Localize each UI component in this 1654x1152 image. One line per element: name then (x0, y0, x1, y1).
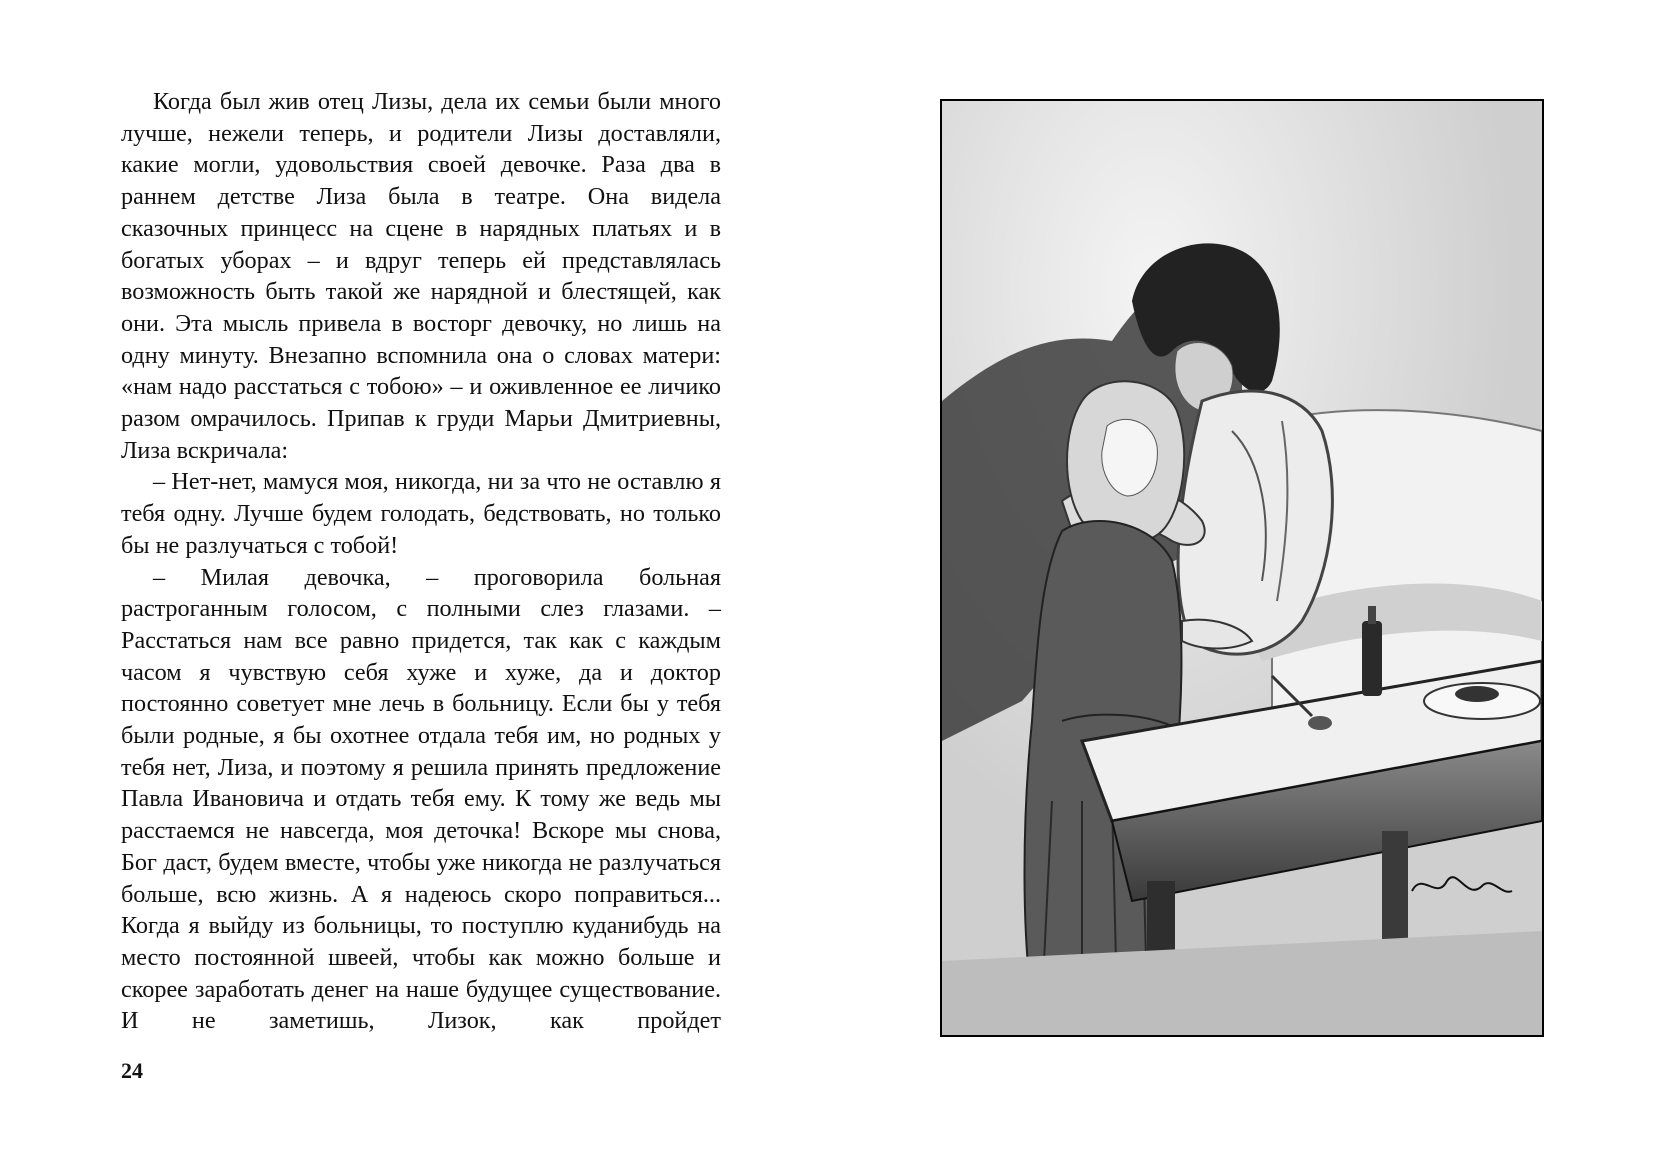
bottle (1362, 621, 1382, 696)
spoon (1308, 716, 1332, 730)
illustration (940, 99, 1544, 1037)
page-number: 24 (121, 1058, 143, 1083)
paragraph-3: – Милая девочка, – проговорила больная растроганным голосом, с полными слез глазами. – Расстаться нам все равно придется, так как с каждым часом я чувствую себя хуже и хуже, да и доктор постоянно советует мне лечь в больницу. Если бы у тебя были родные, я бы охотнее отдала тебя им, но родных у тебя нет, Лиза, и поэтому я решила принять предложение Павла Ивановича и отдать тебя ему. К тому же ведь мы расстаемся не навсегда, моя деточка! Вскоре мы снова, Бог даст, будем вместе, чтобы уже никогда не разлучаться больше, всю жизнь. А я надеюсь скоро поправиться... Когда я выйду из больницы, то поступлю куданибудь на место постоянной швеей, чтобы как можно больше и скорее заработать денег на наше будущее существование. И не заметишь, Лизок, как пройдет (121, 563, 721, 1035)
paragraph-1: Когда был жив отец Лизы, дела их семьи были много лучше, нежели теперь, и родители Лизы доставляли, какие могли, удовольствия своей девочке. Раза два в раннем детстве Лиза была в театре. Она видела сказочных принцесс на сцене в нарядных платьях и в богатых уборах – и вдруг теперь ей представлялась возможность быть такой же нарядной и блестящей, как они. Эта мысль привела в восторг девочку, но лишь на одну минуту. Внезапно вспомнила она о словах матери: «нам надо расстаться с тобою» – и оживленное ее личико разом омрачилось. Припав к груди Марьи Дмитриевны, Лиза вскричала: (121, 88, 721, 464)
illustration-drawing (942, 101, 1542, 1035)
text-column (121, 86, 721, 1037)
paragraph-2: – Нет-нет, мамуся моя, никогда, ни за что не оставлю я тебя одну. Лучше будем голодать, бедствовать, но только бы не разлучаться с тобой! (121, 468, 721, 559)
